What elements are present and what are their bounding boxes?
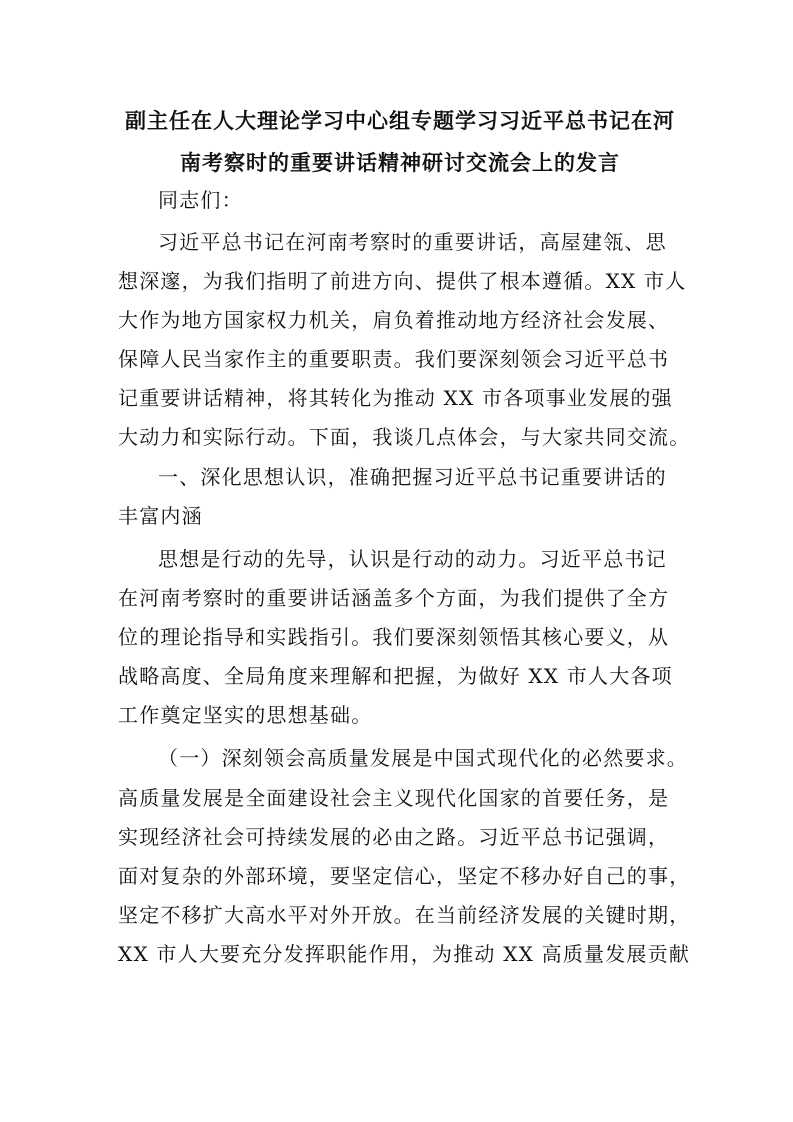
- section-heading-line: 丰富内涵: [118, 504, 203, 528]
- document-title-line-2: 南考察时的重要讲话精神研讨交流会上的发言: [180, 150, 620, 175]
- body-line: XX 市人大要充分发挥职能作用，为推动 XX 高质量发展贡献: [118, 942, 691, 966]
- body-line: 保障人民当家作主的重要职责。我们要深刻领会习近平总书: [118, 347, 670, 371]
- body-line: 工作奠定坚实的思想基础。: [118, 703, 373, 727]
- body-line: 在河南考察时的重要讲话涵盖多个方面，为我们提供了全方: [118, 586, 670, 610]
- body-line: 高质量发展是全面建设社会主义现代化国家的首要任务，是: [118, 786, 670, 810]
- body-line: 思想是行动的先导，认识是行动的动力。习近平总书记: [158, 547, 667, 571]
- body-line: 坚定不移扩大高水平对外开放。在当前经济发展的关键时期，: [118, 903, 691, 927]
- document-title-line-1: 副主任在人大理论学习中心组专题学习习近平总书记在河: [125, 108, 675, 133]
- subsection-heading-line: （一）深刻领会高质量发展是中国式现代化的必然要求。: [158, 746, 688, 770]
- body-line: 实现经济社会可持续发展的必由之路。习近平总书记强调，: [118, 825, 670, 849]
- body-line: 位的理论指导和实践指引。我们要深刻领悟其核心要义，从: [118, 625, 670, 649]
- body-line: 大作为地方国家权力机关，肩负着推动地方经济社会发展、: [118, 308, 670, 332]
- body-line: 习近平总书记在河南考察时的重要讲话，高屋建瓴、思: [158, 230, 667, 254]
- body-line: 大动力和实际行动。下面，我谈几点体会，与大家共同交流。: [118, 425, 691, 449]
- section-heading-line: 一、深化思想认识，准确把握习近平总书记重要讲话的: [158, 465, 667, 489]
- body-line: 战略高度、全局角度来理解和把握，为做好 XX 市人大各项: [118, 664, 673, 688]
- body-line: 记重要讲话精神，将其转化为推动 XX 市各项事业发展的强: [118, 386, 673, 410]
- body-line: 想深邃，为我们指明了前进方向、提供了根本遵循。XX 市人: [118, 269, 687, 293]
- salutation: 同志们：: [158, 188, 243, 212]
- body-line: 面对复杂的外部环境，要坚定信心，坚定不移办好自己的事，: [118, 864, 691, 888]
